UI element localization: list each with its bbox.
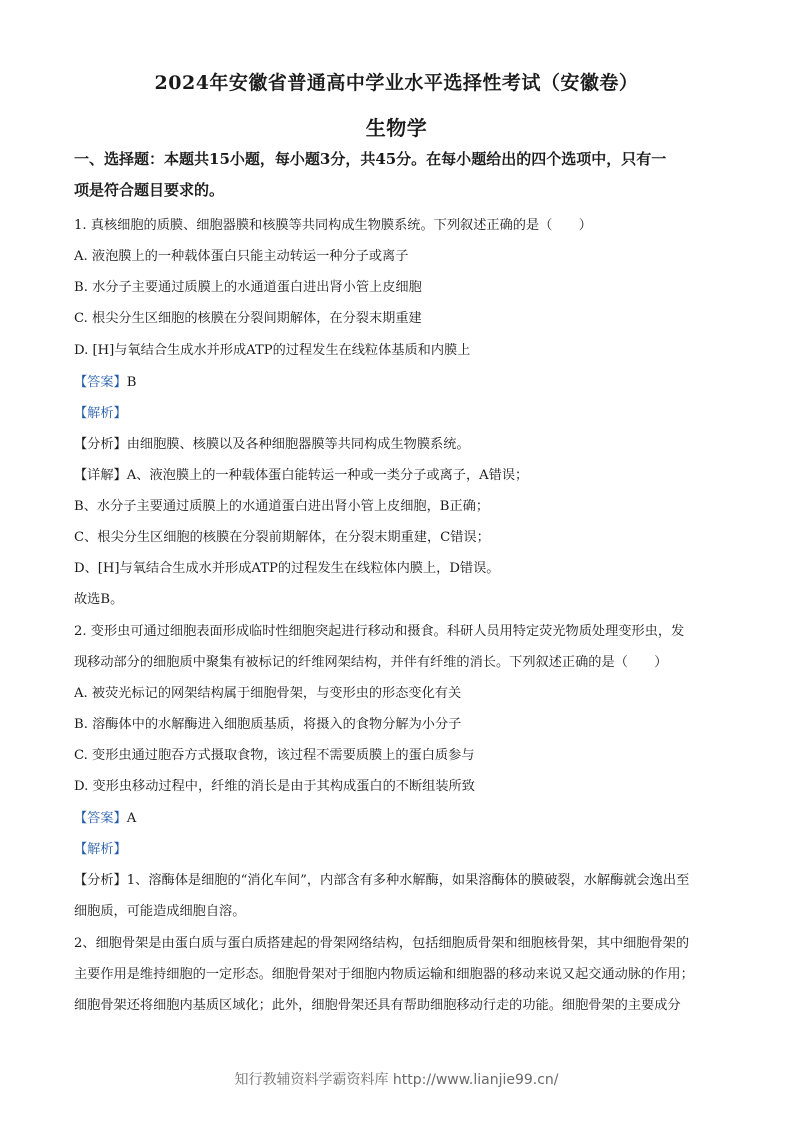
subject-title: 生物学 <box>365 116 428 140</box>
q1-analysis <box>74 402 724 421</box>
q2-option-c: C. 变形虫通过胞吞方式摄取食物，该过程不需要质膜上的蛋白质参与 <box>74 748 475 763</box>
q2-option-d: D. 变形虫移动过程中，纤维的消长是由于其构成蛋白的不断组装所致 <box>74 779 475 794</box>
q2-paragraph2-line3: 细胞骨架还将细胞内基质区域化；此外，细胞骨架还具有帮助细胞移动行走的功能。细胞骨架的主要成分 <box>74 998 681 1013</box>
q1-fenxi-text: 由细胞膜、核膜以及各种细胞器膜等共同构成生物膜系统。 <box>126 437 470 452</box>
q2-option-a: A. 被荧光标记的网架结构属于细胞骨架，与变形虫的形态变化有关 <box>74 686 462 701</box>
q1-stem: 1. 真核细胞的质膜、细胞器膜和核膜等共同构成生物膜系统。下列叙述正确的是（ ） <box>74 218 592 233</box>
q2-fenxi-line1 <box>74 869 724 888</box>
q1-conclusion: 故选B。 <box>74 592 124 607</box>
q2-stem-line2: 现移动部分的细胞质中聚集有被标记的纤维网架结构，并伴有纤维的消长。下列叙述正确的是（ ） <box>74 655 668 670</box>
q1-option-c: C. 根尖分生区细胞的核膜在分裂间期解体，在分裂末期重建 <box>74 311 422 326</box>
q1-answer-value: B <box>126 375 137 390</box>
q2-analysis <box>74 838 724 857</box>
q2-paragraph2-line1: 2、细胞骨架是由蛋白质与蛋白质搭建起的骨架网络结构，包括细胞质骨架和细胞核骨架，其中细胞骨架的 <box>74 936 690 951</box>
q1-detail-c: C、根尖分生区细胞的核膜在分裂前期解体，在分裂末期重建，C错误； <box>74 530 490 545</box>
exam-title: 2024年安徽省普通高中学业水平选择性考试（安徽卷） <box>154 72 639 94</box>
q2-analysis-tag: 【解析】 <box>74 842 127 857</box>
q2-answer-tag: 【答案】 <box>74 811 127 826</box>
section-heading-line1: 一、选择题：本题共15小题，每小题3分，共45分。在每小题给出的四个选项中，只有一 <box>74 150 667 168</box>
q1-fenxi <box>74 433 724 452</box>
q2-fenxi-line2: 细胞质，可能造成细胞自溶。 <box>74 904 246 919</box>
q2-stem-line1: 2. 变形虫可通过细胞表面形成临时性细胞突起进行移动和摄食。科研人员用特定荧光物质处理变形虫，发 <box>74 624 685 639</box>
q1-detail-a-text: A、液泡膜上的一种载体蛋白能转运一种或一类分子或离子，A错误； <box>126 468 529 483</box>
q1-detail-a <box>74 464 724 483</box>
q1-answer <box>74 371 724 390</box>
q1-option-d: D. [H]与氧结合生成水并形成ATP的过程发生在线粒体基质和内膜上 <box>74 343 471 358</box>
q1-detail-d: D、[H]与氧结合生成水并形成ATP的过程发生在线粒体内膜上，D错误。 <box>74 561 500 576</box>
q1-detail-tag: 【详解】 <box>74 468 127 483</box>
q1-fenxi-tag: 【分析】 <box>74 437 127 452</box>
q2-paragraph2-line2: 主要作用是维持细胞的一定形态。细胞骨架对于细胞内物质运输和细胞器的移动来说又起交通动脉的作用； <box>74 967 694 982</box>
q2-fenxi-tag: 【分析】 <box>74 873 127 888</box>
q1-option-b: B. 水分子主要通过质膜上的水通道蛋白进出肾小管上皮细胞 <box>74 280 422 295</box>
q2-fenxi-text: 1、溶酶体是细胞的“消化车间”，内部含有多种水解酶，如果溶酶体的膜破裂，水解酶就会逸出至 <box>126 873 690 888</box>
q1-option-a: A. 液泡膜上的一种载体蛋白只能主动转运一种分子或离子 <box>74 249 409 264</box>
q1-answer-tag: 【答案】 <box>74 375 127 390</box>
q1-analysis-tag: 【解析】 <box>74 406 127 421</box>
q2-answer-value: A <box>126 811 137 826</box>
section-heading-line2: 项是符合题目要求的。 <box>74 181 225 199</box>
q1-detail-b: B、水分子主要通过质膜上的水通道蛋白进出肾小管上皮细胞，B正确； <box>74 499 490 514</box>
q2-answer <box>74 807 724 826</box>
q2-option-b: B. 溶酶体中的水解酶进入细胞质基质，将摄入的食物分解为小分子 <box>74 717 462 732</box>
footer-watermark-link[interactable]: 知行教辅资料学霸资料库 http://www.lianjie99.cn/ <box>234 1072 559 1088</box>
